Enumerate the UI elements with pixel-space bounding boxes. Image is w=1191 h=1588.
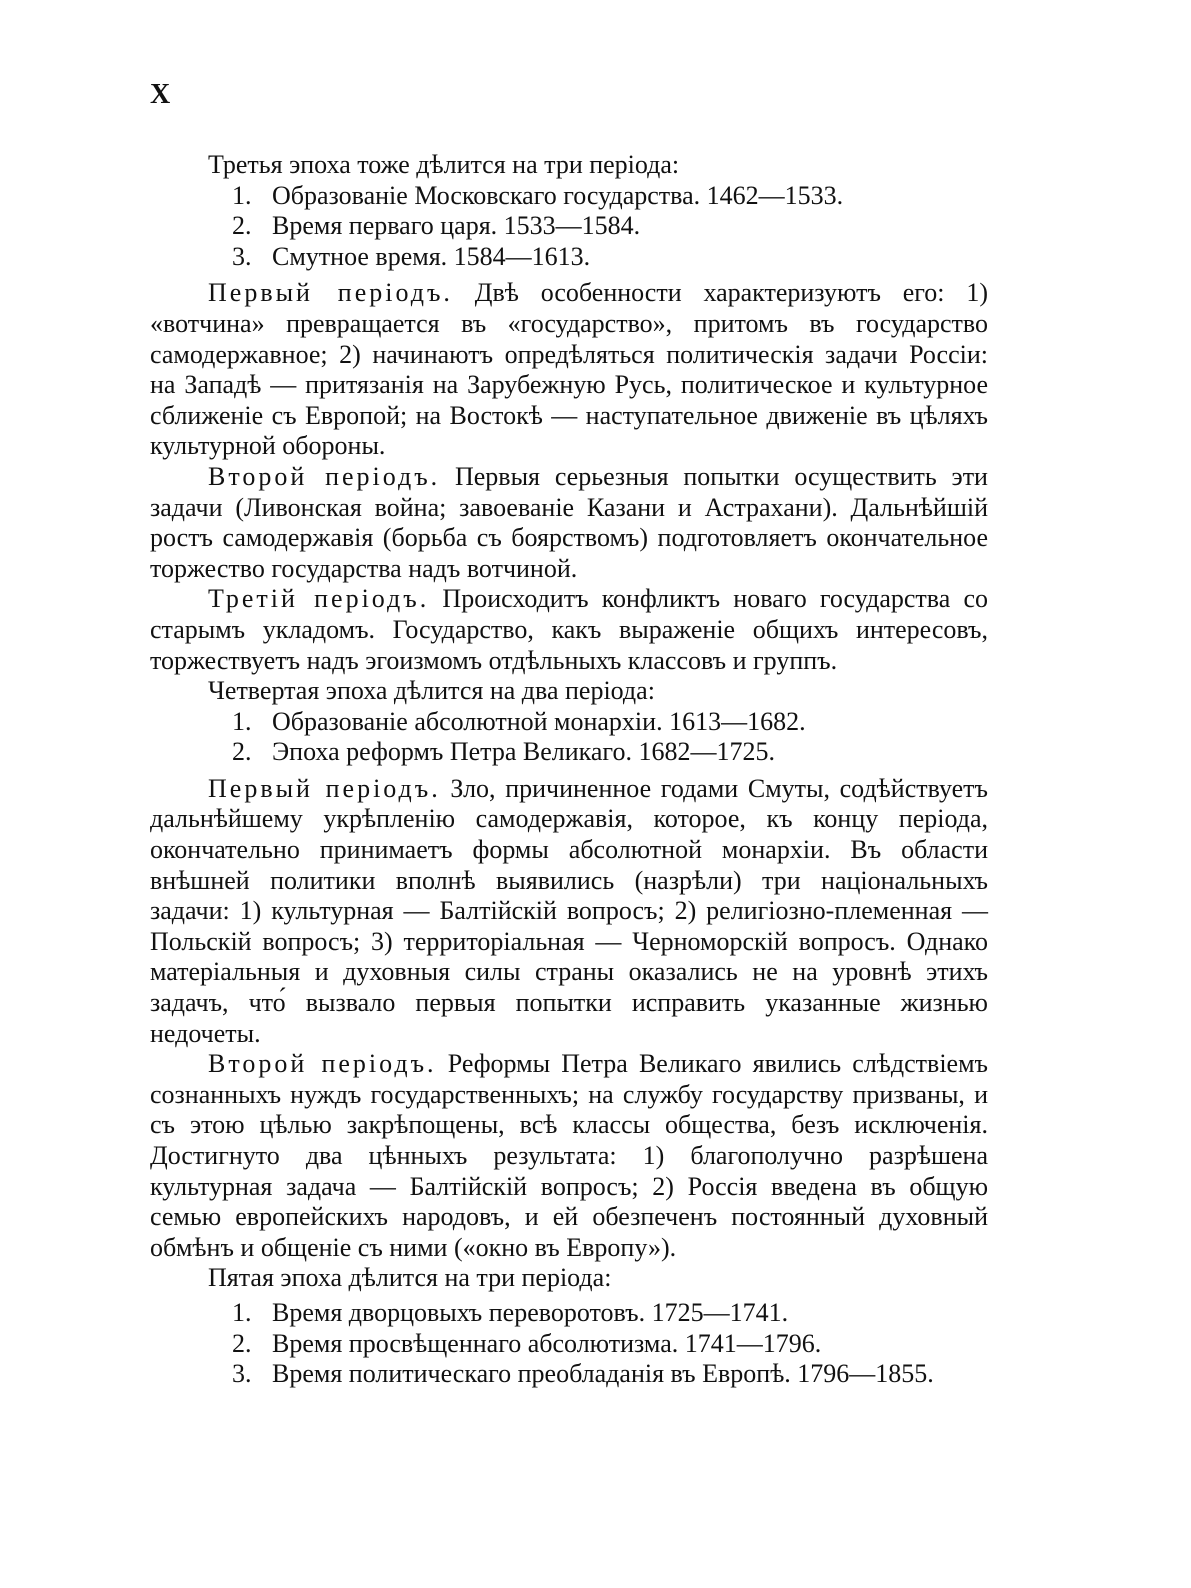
list-number: 2.	[232, 1328, 252, 1358]
paragraph-text: Первыя серьезныя попытки осуществить эти задачи (Ливонская война; завоеваніе Казани и Астрахани). Дальнѣйшій ростъ самодержавія (борьба съ боярствомъ) подготовляетъ окончательное торжество государства надъ вотчиной.	[150, 461, 988, 583]
list-text: Время перваго царя. 1533—1584.	[272, 211, 641, 241]
period-list	[150, 181, 988, 273]
list-number: 2.	[232, 737, 252, 767]
list-number: 3.	[232, 1359, 252, 1389]
paragraph-label: Первый періодъ.	[208, 278, 453, 308]
list-text: Время просвѣщеннаго абсолютизма. 1741—1796.	[272, 1328, 822, 1358]
section-intro: Четвертая эпоха дѣлится на два періода:	[208, 676, 655, 706]
page-number: X	[150, 79, 171, 110]
list-item	[150, 737, 988, 768]
section-intro: Третья эпоха тоже дѣлится на три періода:	[208, 150, 680, 179]
list-number: 3.	[232, 241, 252, 271]
paragraph	[150, 462, 988, 584]
list-number: 1.	[232, 180, 252, 210]
list-text: Время дворцовыхъ переворотовъ. 1725—1741.	[272, 1297, 789, 1327]
period-list	[150, 707, 988, 768]
paragraph-label: Первый періодъ.	[208, 773, 441, 803]
section-epoch-5	[150, 1263, 988, 1389]
paragraph-text: Реформы Петра Великаго явились слѣдствіемъ сознанныхъ нуждъ государственныхъ; на службу государству призваны, и съ этою цѣлью закрѣпощены, всѣ классы общества, безъ исключенія. Достигнуто два цѣнныхъ результата: 1) благополучно разрѣшена культурная задача — Балтійскій вопросъ; 2) Россія введена въ общую семью европейскихъ народовъ, и ей обезпеченъ постоянный духовный обмѣнъ и общеніе съ ними («окно въ Европу»).	[150, 1049, 988, 1262]
paragraph-text: Происходитъ конфликтъ новаго государства со старымъ укладомъ. Государство, какъ выраженіе общихъ интересовъ, торжествуетъ надъ эгоизмомъ отдѣльныхъ классовъ и группъ.	[150, 584, 988, 675]
paragraph	[150, 278, 988, 462]
paragraph	[150, 1049, 988, 1263]
paragraph	[150, 774, 988, 1049]
document-page	[150, 80, 988, 1392]
list-text: Эпоха реформъ Петра Великаго. 1682—1725.	[272, 737, 775, 767]
list-text: Смутное время. 1584—1613.	[272, 241, 591, 271]
section-epoch-4	[150, 676, 988, 1263]
paragraph-label: Второй періодъ.	[208, 461, 441, 491]
list-text: Образованіе Московскаго государства. 1462—1533.	[272, 180, 844, 210]
paragraph-text: Зло, причиненное годами Смуты, содѣйствуетъ дальнѣйшему укрѣпленію самодержавія, которое, къ концу періода, окончательно принимаетъ формы абсолютной монархіи. Въ области внѣшней политики вполнѣ выявились (назрѣли) три національныхъ задачи: 1) культурная — Балтійскій вопросъ; 2) религіозно-племенная — Польскій вопросъ; 3) территоріальная — Черноморскій вопросъ. Однако матеріальныя и духовныя силы страны оказались не на уровнѣ этихъ задачъ, что́ вызвало первыя попытки исправить указанные жизнью недочеты.	[150, 773, 988, 1048]
list-number: 2.	[232, 211, 252, 241]
period-list	[150, 1298, 988, 1390]
list-text: Образованіе абсолютной монархіи. 1613—1682.	[272, 706, 806, 736]
paragraph-label: Третій періодъ.	[208, 584, 430, 614]
list-number: 1.	[232, 1297, 252, 1327]
section-intro: Пятая эпоха дѣлится на три періода:	[208, 1263, 612, 1293]
list-text: Время политическаго преобладанія въ Европѣ. 1796—1855.	[272, 1359, 934, 1389]
section-epoch-3	[150, 150, 988, 676]
list-item	[150, 242, 988, 273]
list-item	[150, 1329, 988, 1360]
list-item	[150, 707, 988, 738]
list-item	[150, 181, 988, 212]
paragraph-text: Двѣ особенности характеризуютъ его: 1) «вотчина» превращается въ «государство», притомъ въ государство самодержавное; 2) начинаютъ опредѣляться политическія задачи Россіи: на Западѣ — притязанія на Зарубежную Русь, политическое и культурное сближеніе съ Европой; на Востокѣ — наступательное движеніе въ цѣляхъ культурной обороны.	[150, 278, 989, 461]
list-item	[150, 211, 988, 242]
list-number: 1.	[232, 706, 252, 736]
list-item	[150, 1359, 988, 1390]
paragraph	[150, 584, 988, 676]
paragraph-label: Второй періодъ.	[208, 1049, 437, 1079]
list-item	[150, 1298, 988, 1329]
